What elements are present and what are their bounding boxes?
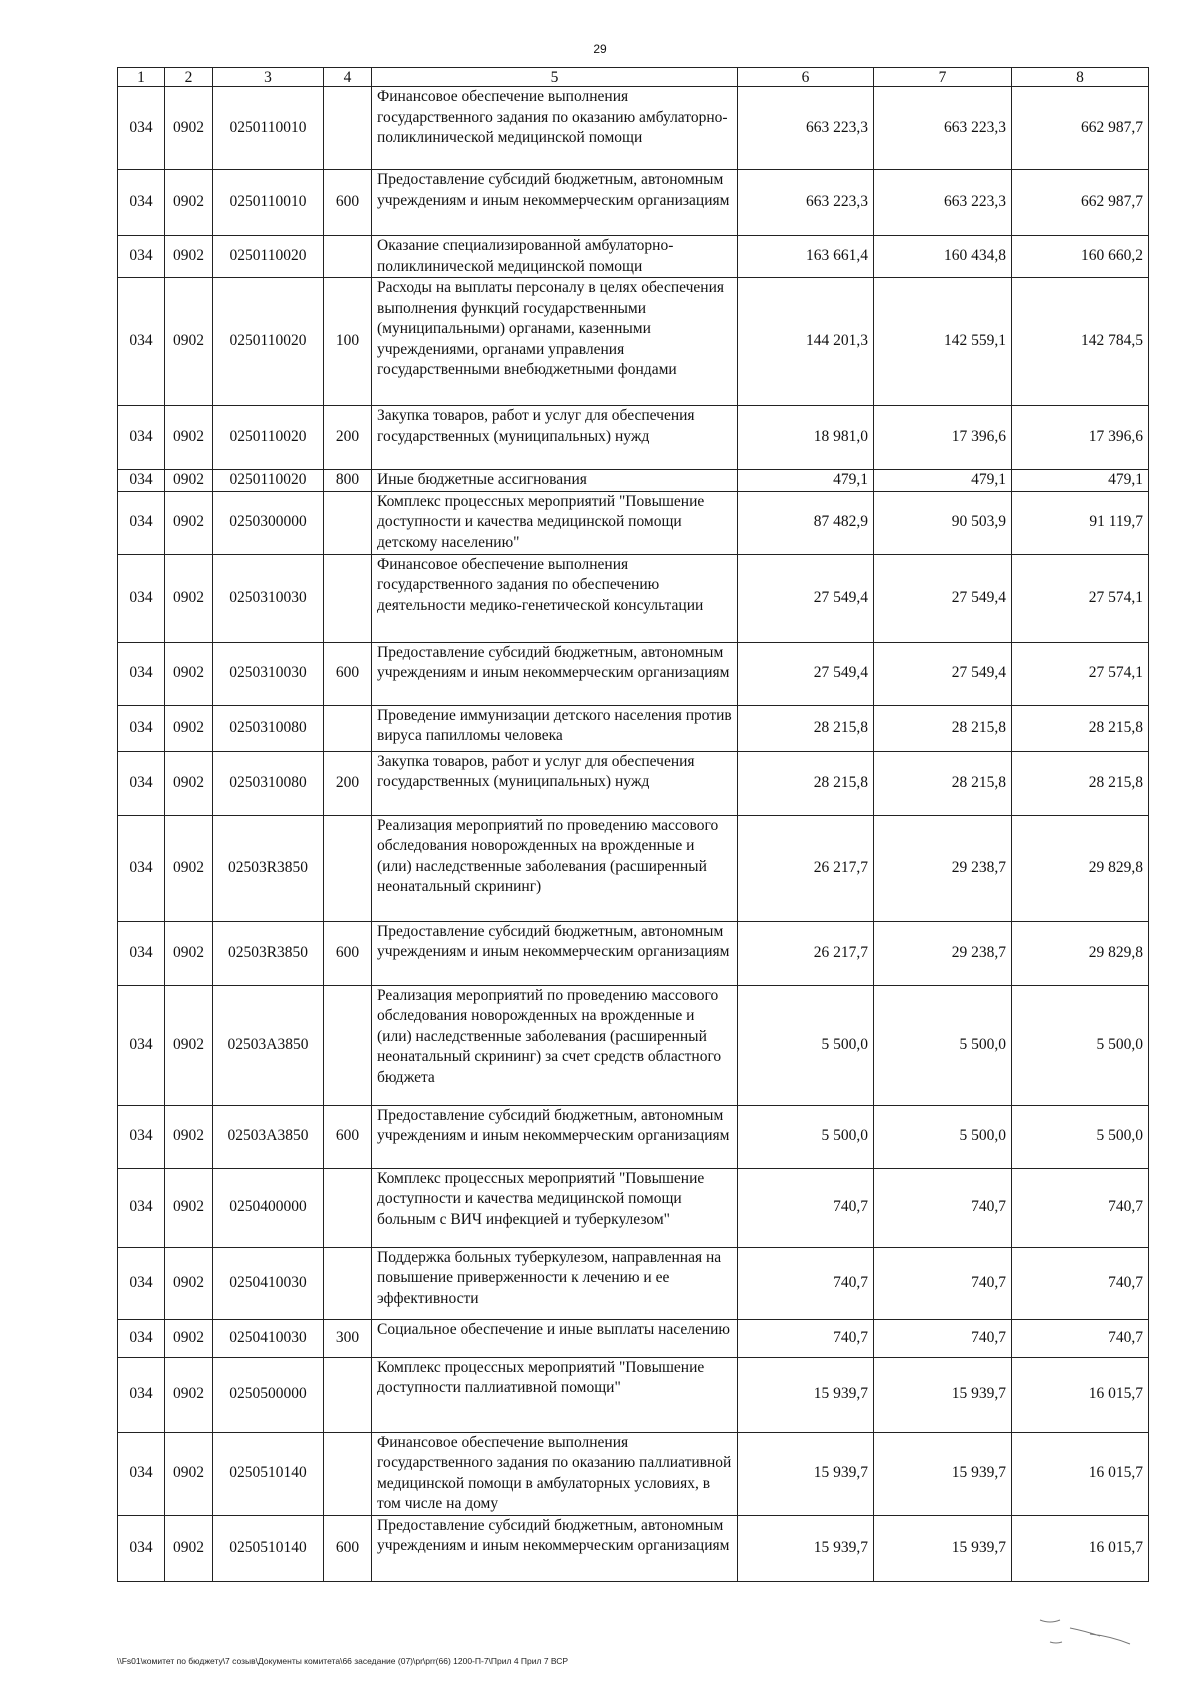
table-row [118,236,1149,278]
table-row [118,1319,1149,1357]
cell-chapter: 034 [118,1515,165,1581]
cell-target-article: 0250510140 [213,1515,324,1581]
cell-section: 0902 [165,1432,213,1515]
cell-chapter: 034 [118,1432,165,1515]
cell-chapter: 034 [118,470,165,492]
cell-amount-year2: 28 215,8 [874,705,1012,751]
cell-section: 0902 [165,1515,213,1581]
cell-amount-year1: 15 939,7 [738,1432,874,1515]
cell-expense-type: 600 [324,921,372,985]
cell-section: 0902 [165,470,213,492]
cell-amount-year1: 740,7 [738,1319,874,1357]
cell-expense-type [324,705,372,751]
cell-section: 0902 [165,1105,213,1168]
table-row [118,985,1149,1105]
cell-chapter: 034 [118,815,165,921]
cell-expense-type: 200 [324,406,372,470]
cell-amount-year2: 5 500,0 [874,1105,1012,1168]
cell-target-article: 02503A3850 [213,1105,324,1168]
cell-section: 0902 [165,491,213,554]
cell-amount-year2: 663 223,3 [874,87,1012,170]
cell-description: Предоставление субсидий бюджетным, автономным учреждениям и иным некоммерческим организациям [372,1105,738,1168]
cell-section: 0902 [165,705,213,751]
cell-amount-year2: 29 238,7 [874,921,1012,985]
cell-amount-year2: 740,7 [874,1247,1012,1319]
cell-section: 0902 [165,554,213,642]
cell-amount-year1: 28 215,8 [738,705,874,751]
cell-amount-year2: 28 215,8 [874,751,1012,815]
cell-amount-year3: 740,7 [1012,1247,1149,1319]
cell-expense-type: 300 [324,1319,372,1357]
table-row [118,406,1149,470]
cell-description: Комплекс процессных мероприятий "Повышение доступности паллиативной помощи" [372,1357,738,1432]
cell-section: 0902 [165,921,213,985]
cell-section: 0902 [165,170,213,236]
cell-description: Расходы на выплаты персоналу в целях обеспечения выполнения функций государственными (муниципальными) органами, казенными учреждениями, органами управления государственными внебюджетными фондами [372,278,738,406]
cell-amount-year2: 142 559,1 [874,278,1012,406]
cell-expense-type [324,815,372,921]
cell-amount-year3: 662 987,7 [1012,87,1149,170]
cell-amount-year1: 479,1 [738,470,874,492]
cell-amount-year1: 27 549,4 [738,554,874,642]
cell-target-article: 0250500000 [213,1357,324,1432]
cell-description: Финансовое обеспечение выполнения государственного задания по оказанию амбулаторно-поликлинической медицинской помощи [372,87,738,170]
footer-file-path: \\Fs01\комитет по бюджету\7 созыв\Документы комитета\66 заседание (07)\pr\prr(66) 1200-П-7\Прил 4 Прил 7 ВСР [117,1656,569,1666]
cell-target-article: 0250400000 [213,1168,324,1247]
cell-chapter: 034 [118,1168,165,1247]
cell-amount-year2: 160 434,8 [874,236,1012,278]
cell-description: Комплекс процессных мероприятий "Повышение доступности и качества медицинской помощи больным с ВИЧ инфекцией и туберкулезом" [372,1168,738,1247]
cell-target-article: 0250110010 [213,170,324,236]
cell-chapter: 034 [118,1105,165,1168]
cell-target-article: 0250110020 [213,236,324,278]
column-header: 5 [372,68,738,87]
table-row [118,554,1149,642]
cell-target-article: 0250310030 [213,642,324,705]
cell-description: Предоставление субсидий бюджетным, автономным учреждениям и иным некоммерческим организациям [372,921,738,985]
cell-section: 0902 [165,406,213,470]
cell-amount-year2: 15 939,7 [874,1432,1012,1515]
column-header: 3 [213,68,324,87]
column-header: 1 [118,68,165,87]
cell-section: 0902 [165,87,213,170]
cell-description: Комплекс процессных мероприятий "Повышение доступности и качества медицинской помощи детскому населению" [372,491,738,554]
cell-amount-year1: 26 217,7 [738,921,874,985]
cell-amount-year1: 144 201,3 [738,278,874,406]
cell-expense-type [324,554,372,642]
column-header: 8 [1012,68,1149,87]
cell-target-article: 02503R3850 [213,921,324,985]
pen-marks-decoration [1030,1608,1150,1658]
cell-description: Иные бюджетные ассигнования [372,470,738,492]
cell-amount-year1: 663 223,3 [738,87,874,170]
cell-amount-year3: 29 829,8 [1012,815,1149,921]
cell-chapter: 034 [118,705,165,751]
cell-section: 0902 [165,985,213,1105]
column-header: 2 [165,68,213,87]
cell-section: 0902 [165,1247,213,1319]
cell-description: Реализация мероприятий по проведению массового обследования новорожденных на врожденные и (или) наследственные заболевания (расширенный неонатальный скрининг) [372,815,738,921]
cell-description: Закупка товаров, работ и услуг для обеспечения государственных (муниципальных) нужд [372,406,738,470]
cell-amount-year3: 16 015,7 [1012,1515,1149,1581]
cell-description: Поддержка больных туберкулезом, направленная на повышение приверженности к лечению и ее эффективности [372,1247,738,1319]
cell-target-article: 0250410030 [213,1319,324,1357]
cell-amount-year3: 160 660,2 [1012,236,1149,278]
cell-chapter: 034 [118,236,165,278]
table-row [118,642,1149,705]
cell-expense-type: 600 [324,170,372,236]
cell-amount-year2: 15 939,7 [874,1515,1012,1581]
cell-description: Реализация мероприятий по проведению массового обследования новорожденных на врожденные и (или) наследственные заболевания (расширенный неонатальный скрининг) за счет средств областного бюджета [372,985,738,1105]
table-row [118,1247,1149,1319]
table-row [118,1168,1149,1247]
table-row [118,1105,1149,1168]
cell-target-article: 0250110020 [213,470,324,492]
cell-target-article: 0250110010 [213,87,324,170]
cell-description: Предоставление субсидий бюджетным, автономным учреждениям и иным некоммерческим организациям [372,1515,738,1581]
cell-target-article: 0250300000 [213,491,324,554]
cell-target-article: 0250310030 [213,554,324,642]
cell-expense-type: 600 [324,1515,372,1581]
cell-expense-type: 600 [324,642,372,705]
cell-chapter: 034 [118,491,165,554]
cell-description: Оказание специализированной амбулаторно-поликлинической медицинской помощи [372,236,738,278]
table-row [118,751,1149,815]
table-row [118,470,1149,492]
table-row [118,170,1149,236]
cell-amount-year2: 27 549,4 [874,554,1012,642]
cell-section: 0902 [165,751,213,815]
cell-amount-year1: 15 939,7 [738,1515,874,1581]
cell-expense-type [324,985,372,1105]
table-row [118,1357,1149,1432]
cell-amount-year1: 18 981,0 [738,406,874,470]
cell-amount-year2: 663 223,3 [874,170,1012,236]
cell-section: 0902 [165,642,213,705]
cell-chapter: 034 [118,1247,165,1319]
cell-target-article: 02503R3850 [213,815,324,921]
cell-expense-type [324,1168,372,1247]
column-header: 6 [738,68,874,87]
cell-amount-year1: 163 661,4 [738,236,874,278]
cell-description: Финансовое обеспечение выполнения государственного задания по оказанию паллиативной медицинской помощи в амбулаторных условиях, в том числе на дому [372,1432,738,1515]
column-header: 4 [324,68,372,87]
table-row [118,1515,1149,1581]
cell-expense-type [324,1247,372,1319]
page-number: 29 [593,42,607,56]
cell-amount-year3: 28 215,8 [1012,751,1149,815]
cell-section: 0902 [165,1168,213,1247]
cell-target-article: 0250310080 [213,705,324,751]
cell-amount-year1: 15 939,7 [738,1357,874,1432]
cell-description: Закупка товаров, работ и услуг для обеспечения государственных (муниципальных) нужд [372,751,738,815]
cell-target-article: 0250510140 [213,1432,324,1515]
cell-target-article: 0250310080 [213,751,324,815]
cell-target-article: 0250110020 [213,278,324,406]
cell-target-article: 0250410030 [213,1247,324,1319]
cell-amount-year2: 5 500,0 [874,985,1012,1105]
cell-chapter: 034 [118,87,165,170]
table-row [118,921,1149,985]
cell-section: 0902 [165,1319,213,1357]
cell-amount-year1: 27 549,4 [738,642,874,705]
cell-chapter: 034 [118,921,165,985]
cell-amount-year2: 15 939,7 [874,1357,1012,1432]
cell-amount-year3: 28 215,8 [1012,705,1149,751]
cell-chapter: 034 [118,751,165,815]
table-row [118,87,1149,170]
cell-description: Проведение иммунизации детского населения против вируса папилломы человека [372,705,738,751]
cell-amount-year2: 27 549,4 [874,642,1012,705]
cell-section: 0902 [165,815,213,921]
cell-amount-year1: 87 482,9 [738,491,874,554]
cell-amount-year1: 5 500,0 [738,985,874,1105]
cell-chapter: 034 [118,985,165,1105]
table-row [118,491,1149,554]
cell-amount-year2: 479,1 [874,470,1012,492]
cell-amount-year3: 142 784,5 [1012,278,1149,406]
cell-description: Финансовое обеспечение выполнения государственного задания по обеспечению деятельности медико-генетической консультации [372,554,738,642]
cell-section: 0902 [165,1357,213,1432]
cell-amount-year3: 5 500,0 [1012,1105,1149,1168]
cell-expense-type [324,87,372,170]
cell-chapter: 034 [118,278,165,406]
table-row [118,705,1149,751]
cell-section: 0902 [165,278,213,406]
cell-amount-year1: 740,7 [738,1168,874,1247]
cell-description: Социальное обеспечение и иные выплаты населению [372,1319,738,1357]
table-row [118,278,1149,406]
cell-amount-year2: 740,7 [874,1168,1012,1247]
cell-chapter: 034 [118,1319,165,1357]
cell-amount-year3: 16 015,7 [1012,1357,1149,1432]
cell-amount-year1: 740,7 [738,1247,874,1319]
cell-amount-year3: 5 500,0 [1012,985,1149,1105]
cell-amount-year2: 740,7 [874,1319,1012,1357]
cell-chapter: 034 [118,406,165,470]
cell-chapter: 034 [118,1357,165,1432]
cell-expense-type: 800 [324,470,372,492]
cell-amount-year3: 662 987,7 [1012,170,1149,236]
cell-amount-year2: 90 503,9 [874,491,1012,554]
cell-description: Предоставление субсидий бюджетным, автономным учреждениям и иным некоммерческим организациям [372,642,738,705]
cell-amount-year3: 740,7 [1012,1168,1149,1247]
cell-description: Предоставление субсидий бюджетным, автономным учреждениям и иным некоммерческим организациям [372,170,738,236]
cell-chapter: 034 [118,170,165,236]
cell-expense-type [324,236,372,278]
cell-amount-year2: 17 396,6 [874,406,1012,470]
cell-expense-type: 200 [324,751,372,815]
cell-amount-year3: 16 015,7 [1012,1432,1149,1515]
cell-section: 0902 [165,236,213,278]
cell-expense-type [324,491,372,554]
cell-amount-year3: 17 396,6 [1012,406,1149,470]
cell-chapter: 034 [118,642,165,705]
cell-expense-type: 100 [324,278,372,406]
cell-expense-type: 600 [324,1105,372,1168]
column-header: 7 [874,68,1012,87]
cell-amount-year3: 29 829,8 [1012,921,1149,985]
cell-amount-year3: 91 119,7 [1012,491,1149,554]
budget-table [117,67,1149,1582]
cell-expense-type [324,1432,372,1515]
cell-amount-year1: 26 217,7 [738,815,874,921]
cell-amount-year3: 27 574,1 [1012,642,1149,705]
cell-target-article: 02503A3850 [213,985,324,1105]
cell-chapter: 034 [118,554,165,642]
cell-amount-year1: 663 223,3 [738,170,874,236]
table-row [118,1432,1149,1515]
cell-amount-year3: 479,1 [1012,470,1149,492]
cell-target-article: 0250110020 [213,406,324,470]
cell-amount-year2: 29 238,7 [874,815,1012,921]
table-row [118,815,1149,921]
cell-amount-year1: 28 215,8 [738,751,874,815]
cell-amount-year3: 740,7 [1012,1319,1149,1357]
cell-amount-year1: 5 500,0 [738,1105,874,1168]
header-row [118,68,1149,87]
cell-amount-year3: 27 574,1 [1012,554,1149,642]
cell-expense-type [324,1357,372,1432]
